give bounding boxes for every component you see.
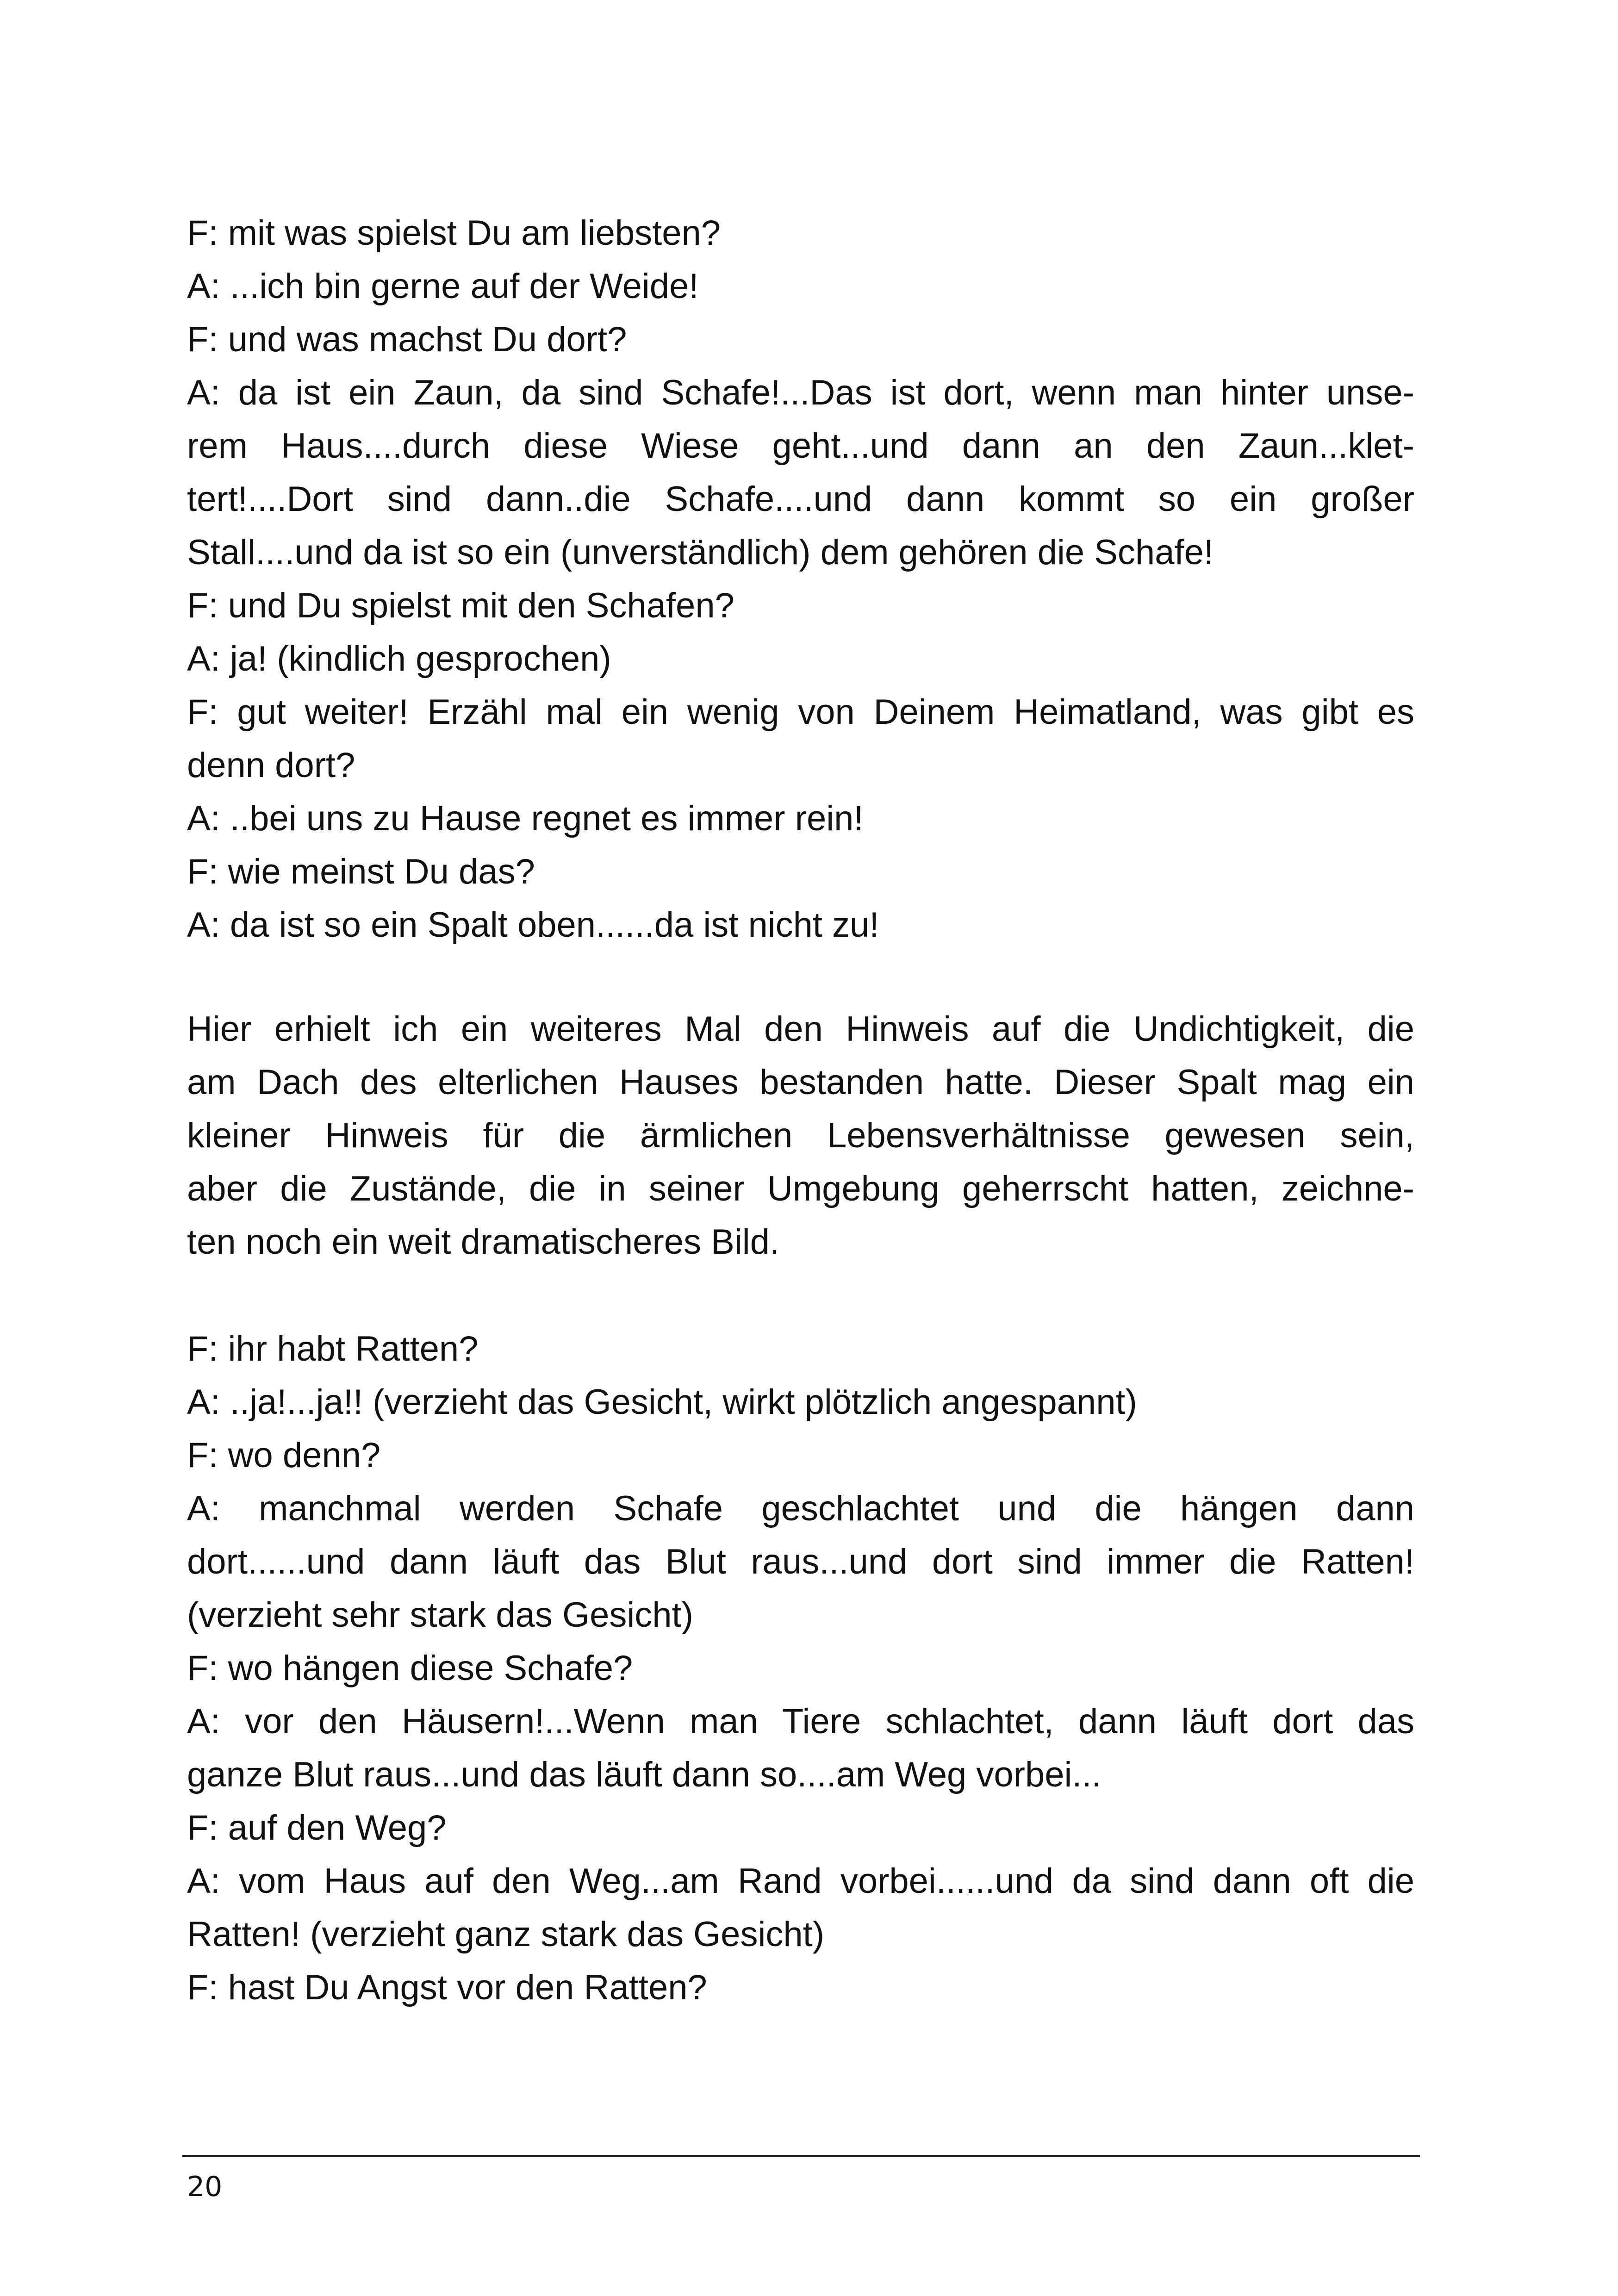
text-line: A: ja! (kindlich gesprochen) xyxy=(187,639,611,678)
text-line: F: hast Du Angst vor den Ratten? xyxy=(187,1968,707,2007)
text-line: F: mit was spielst Du am liebsten? xyxy=(187,213,721,253)
text-line: F: wie meinst Du das? xyxy=(187,852,535,891)
text-line: F: wo denn? xyxy=(187,1436,381,1475)
text-line: denn dort? xyxy=(187,746,355,785)
text-line: Hier erhielt ich ein weiteres Mal den Hinweis auf die Undichtigkeit, die xyxy=(187,1009,1414,1049)
text-line: ganze Blut raus...und das läuft dann so....am Weg vorbei... xyxy=(187,1755,1101,1794)
narrative-paragraph xyxy=(187,1002,1414,1269)
text-line: F: gut weiter! Erzähl mal ein wenig von Deinem Heimatland, was gibt es xyxy=(187,692,1414,732)
text-line: F: auf den Weg? xyxy=(187,1808,447,1848)
dialogue-block-1 xyxy=(187,206,1414,952)
text-line: A: da ist ein Zaun, da sind Schafe!...Das ist dort, wenn man hinter unse- xyxy=(187,373,1414,412)
text-line: A: ..ja!...ja!! (verzieht das Gesicht, wirkt plötzlich angespannt) xyxy=(187,1382,1137,1422)
text-line: am Dach des elterlichen Hauses bestanden hatte. Dieser Spalt mag ein xyxy=(187,1063,1414,1102)
text-line: ten noch ein weit dramatischeres Bild. xyxy=(187,1222,779,1262)
page-number: 20 xyxy=(187,2171,223,2203)
footer-rule xyxy=(182,2155,1420,2157)
text-line: dort......und dann läuft das Blut raus...und dort sind immer die Ratten! xyxy=(187,1542,1414,1581)
text-line: A: da ist so ein Spalt oben......da ist nicht zu! xyxy=(187,905,879,945)
text-line: aber die Zustände, die in seiner Umgebung geherrscht hatten, zeichne- xyxy=(187,1169,1414,1208)
text-line: A: vor den Häusern!...Wenn man Tiere schlachtet, dann läuft dort das xyxy=(187,1702,1414,1741)
text-line: (verzieht sehr stark das Gesicht) xyxy=(187,1595,693,1635)
text-line: A: manchmal werden Schafe geschlachtet und die hängen dann xyxy=(187,1489,1414,1528)
text-line: F: wo hängen diese Schafe? xyxy=(187,1649,633,1688)
text-line: A: ..bei uns zu Hause regnet es immer rein! xyxy=(187,799,864,838)
text-line: F: und Du spielst mit den Schafen? xyxy=(187,586,734,625)
text-line: tert!....Dort sind dann..die Schafe....und dann kommt so ein großer xyxy=(187,479,1414,519)
text-line: Ratten! (verzieht ganz stark das Gesicht) xyxy=(187,1915,825,1954)
text-line: kleiner Hinweis für die ärmlichen Lebensverhältnisse gewesen sein, xyxy=(187,1116,1414,1155)
dialogue-block-2 xyxy=(187,1322,1414,2014)
text-line: Stall....und da ist so ein (unverständlich) dem gehören die Schafe! xyxy=(187,533,1214,572)
text-line: A: ...ich bin gerne auf der Weide! xyxy=(187,267,699,306)
text-line: A: vom Haus auf den Weg...am Rand vorbei......und da sind dann oft die xyxy=(187,1861,1414,1901)
text-line: rem Haus....durch diese Wiese geht...und dann an den Zaun...klet- xyxy=(187,426,1414,466)
text-line: F: ihr habt Ratten? xyxy=(187,1329,479,1369)
text-line: F: und was machst Du dort? xyxy=(187,320,627,359)
